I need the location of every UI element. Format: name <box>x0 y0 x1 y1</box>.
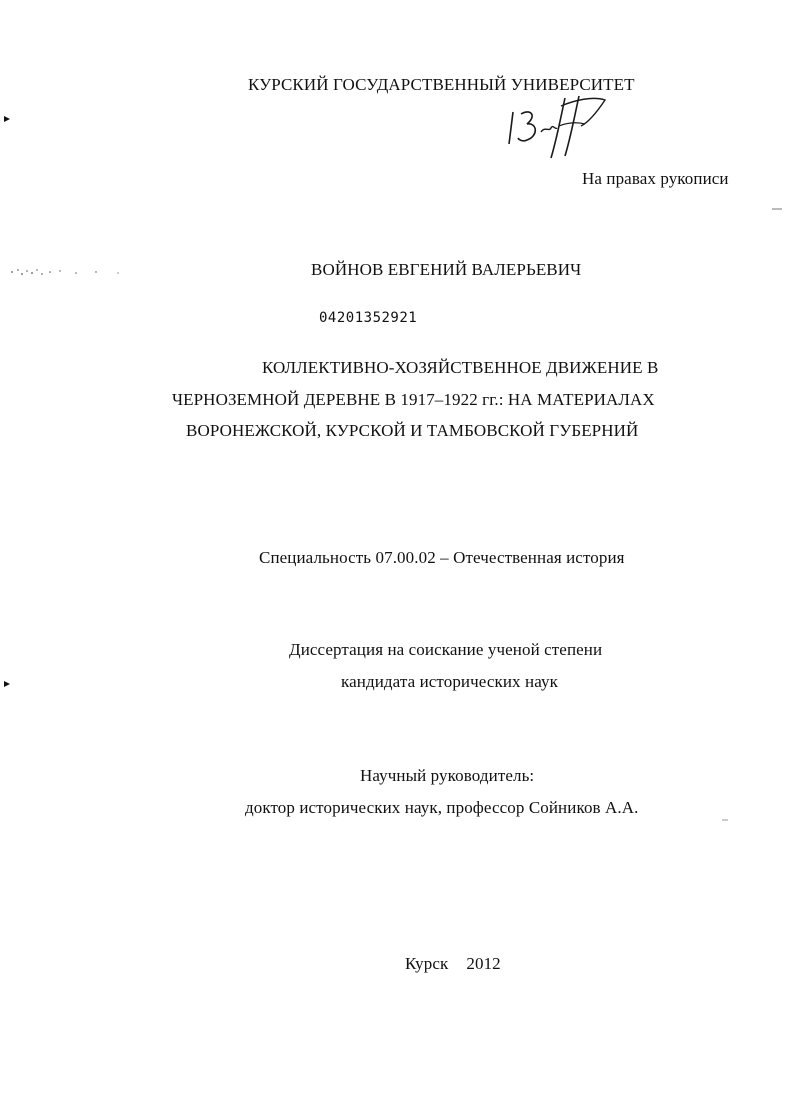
place-and-year <box>405 954 501 974</box>
dissertation-line-1: Диссертация на соискание ученой степени <box>289 640 603 659</box>
supervisor-name: доктор исторических наук, профессор Сойников А.А. <box>245 798 639 817</box>
title-line-3: ВОРОНЕЖСКОЙ, КУРСКОЙ И ТАМБОВСКОЙ ГУБЕРНИЙ <box>186 421 639 440</box>
city: Курск <box>405 954 449 973</box>
supervisor-label: Научный руководитель: <box>360 766 535 785</box>
university-name: КУРСКИЙ ГОСУДАРСТВЕННЫЙ УНИВЕРСИТЕТ <box>248 75 635 94</box>
title-line-1: КОЛЛЕКТИВНО-ХОЗЯЙСТВЕННОЕ ДВИЖЕНИЕ В <box>262 358 659 377</box>
specialty: Специальность 07.00.02 – Отечественная история <box>259 548 625 567</box>
author-name: ВОЙНОВ ЕВГЕНИЙ ВАЛЕРЬЕВИЧ <box>311 260 582 279</box>
rights-note: На правах рукописи <box>582 169 729 188</box>
dissertation-line-2: кандидата исторических наук <box>341 672 558 691</box>
title-line-2: ЧЕРНОЗЕМНОЙ ДЕРЕВНЕ В 1917–1922 гг.: НА МАТЕРИАЛАХ <box>172 390 655 409</box>
year: 2012 <box>466 954 501 973</box>
handwritten-signature <box>505 92 625 162</box>
registration-code: 04201352921 <box>319 310 418 326</box>
